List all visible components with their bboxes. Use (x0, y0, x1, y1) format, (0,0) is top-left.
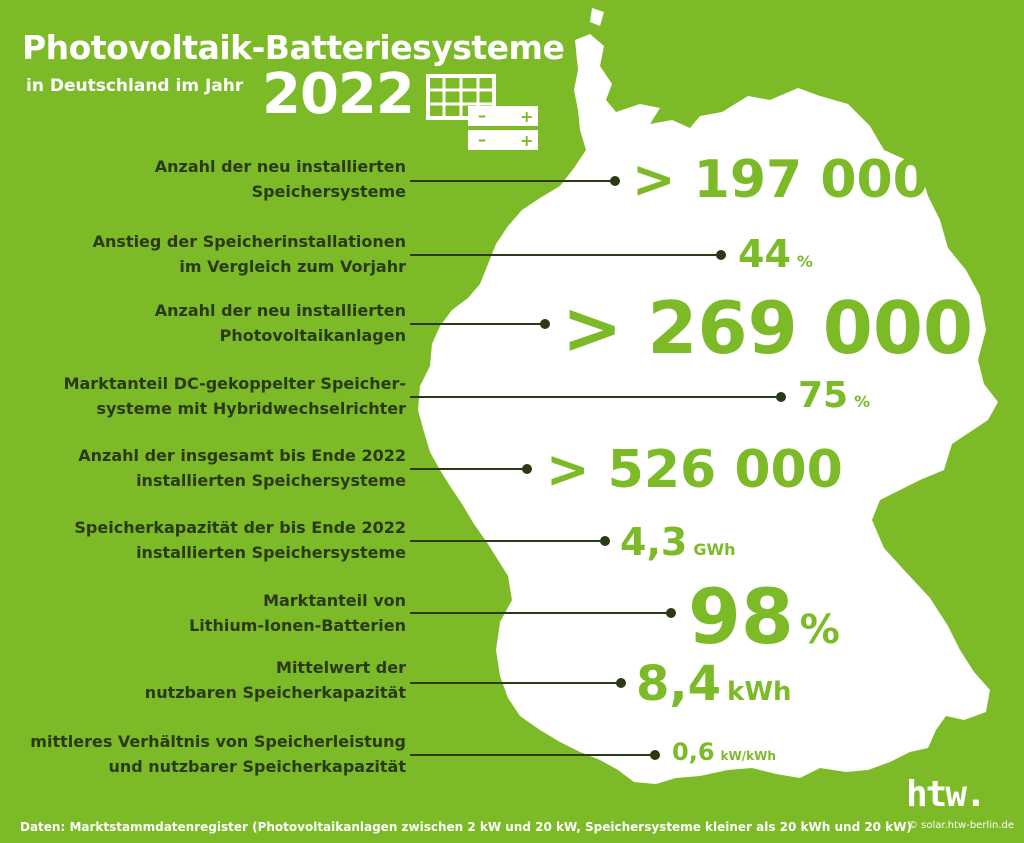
connector-dot (540, 319, 550, 329)
connector-line (410, 682, 620, 684)
stat-label (155, 154, 406, 204)
stat-value (798, 375, 870, 416)
stat-value (738, 232, 813, 276)
connector-dot (666, 608, 676, 618)
connector-line (410, 396, 780, 398)
stat-label-line2: Lithium-Ionen-Batterien (189, 616, 406, 635)
stat-value-number: > 526 000 (546, 440, 843, 500)
stat-label-line2: Speichersysteme (251, 182, 406, 201)
connector-dot (776, 392, 786, 402)
stat-label-line2: nutzbaren Speicherkapazität (144, 683, 406, 702)
stat-label-line1: Speicherkapazität der bis Ende 2022 (74, 518, 406, 537)
stat-label-line1: Anzahl der neu installierten (154, 301, 406, 320)
stat-value-number: 75 (798, 375, 849, 416)
stat-label-line1: Anstieg der Speicherinstallationen (92, 232, 406, 251)
stat-label-line2: installierten Speichersysteme (136, 471, 406, 490)
stat-value (688, 572, 840, 661)
stat-unit: % (799, 607, 840, 653)
connector-line (410, 254, 720, 256)
connector-line (410, 540, 604, 542)
svg-text:–: – (478, 130, 486, 149)
connector-line (410, 323, 544, 325)
stat-value-number: 4,3 (620, 520, 688, 564)
connector-line (410, 612, 670, 614)
page-title: Photovoltaik-Batteriesysteme (22, 28, 565, 67)
htw-logo (906, 774, 985, 815)
connector-line (410, 468, 526, 470)
connector-dot (650, 750, 660, 760)
connector-dot (600, 536, 610, 546)
connector-dot (616, 678, 626, 688)
stat-label-line2: Photovoltaikanlagen (219, 326, 406, 345)
stat-value (620, 520, 736, 564)
stat-label (93, 229, 406, 279)
copyright: © solar.htw-berlin.de (907, 820, 1014, 831)
stat-label-line2: im Vergleich zum Vorjahr (179, 257, 406, 276)
stat-label-line2: systeme mit Hybridwechselrichter (96, 399, 406, 418)
stat-value (562, 286, 973, 370)
connector-dot (522, 464, 532, 474)
stat-label-line1: Anzahl der insgesamt bis Ende 2022 (78, 446, 406, 465)
stat-label-line1: mittleres Verhältnis von Speicherleistung (30, 732, 406, 751)
stat-unit: kW/kWh (720, 749, 776, 763)
stat-unit: % (854, 392, 871, 411)
stat-label-line1: Anzahl der neu installierten (154, 157, 406, 176)
stat-label (30, 729, 406, 779)
stat-unit: % (796, 252, 813, 271)
stat-label-line1: Mittelwert der (276, 658, 406, 677)
svg-text:+: + (520, 131, 534, 150)
stat-value-number: 8,4 (636, 656, 722, 712)
stat-value (632, 150, 929, 210)
stat-unit: kWh (727, 677, 792, 707)
stat-label-line1: Marktanteil von (263, 591, 406, 610)
connector-dot (610, 176, 620, 186)
svg-text:–: – (478, 106, 486, 125)
stat-label-line1: Marktanteil DC-gekoppelter Speicher- (63, 374, 406, 393)
stat-value-number: > 197 000 (632, 150, 929, 210)
stat-label-line2: installierten Speichersysteme (136, 543, 406, 562)
stat-value-number: > 269 000 (562, 286, 974, 370)
stat-value (546, 440, 843, 500)
stat-value-number: 98 (688, 572, 794, 661)
solar-battery-icon (424, 72, 544, 152)
stat-unit: GWh (693, 540, 736, 559)
stat-label (78, 443, 406, 493)
stat-value (636, 656, 792, 712)
page-subtitle: in Deutschland im Jahr (26, 76, 244, 96)
stat-label-line2: und nutzbarer Speicherkapazität (108, 757, 406, 776)
connector-line (410, 754, 654, 756)
stat-value (672, 738, 776, 766)
stat-label (64, 371, 406, 421)
stat-label (189, 588, 406, 638)
connector-line (410, 180, 614, 182)
stat-value-number: 44 (738, 232, 791, 276)
svg-text:+: + (520, 107, 534, 126)
stat-value-number: 0,6 (672, 738, 715, 766)
year-label: 2022 (262, 62, 414, 127)
stat-label (155, 298, 406, 348)
data-source: Daten: Marktstammdatenregister (Photovoltaikanlagen zwischen 2 kW und 20 kW, Speichersysteme kleiner als 20 kWh und 20 kW) (20, 820, 912, 834)
stat-label (74, 515, 406, 565)
stat-label (145, 655, 406, 705)
htw-logo-text: htw. (906, 774, 985, 815)
connector-dot (716, 250, 726, 260)
